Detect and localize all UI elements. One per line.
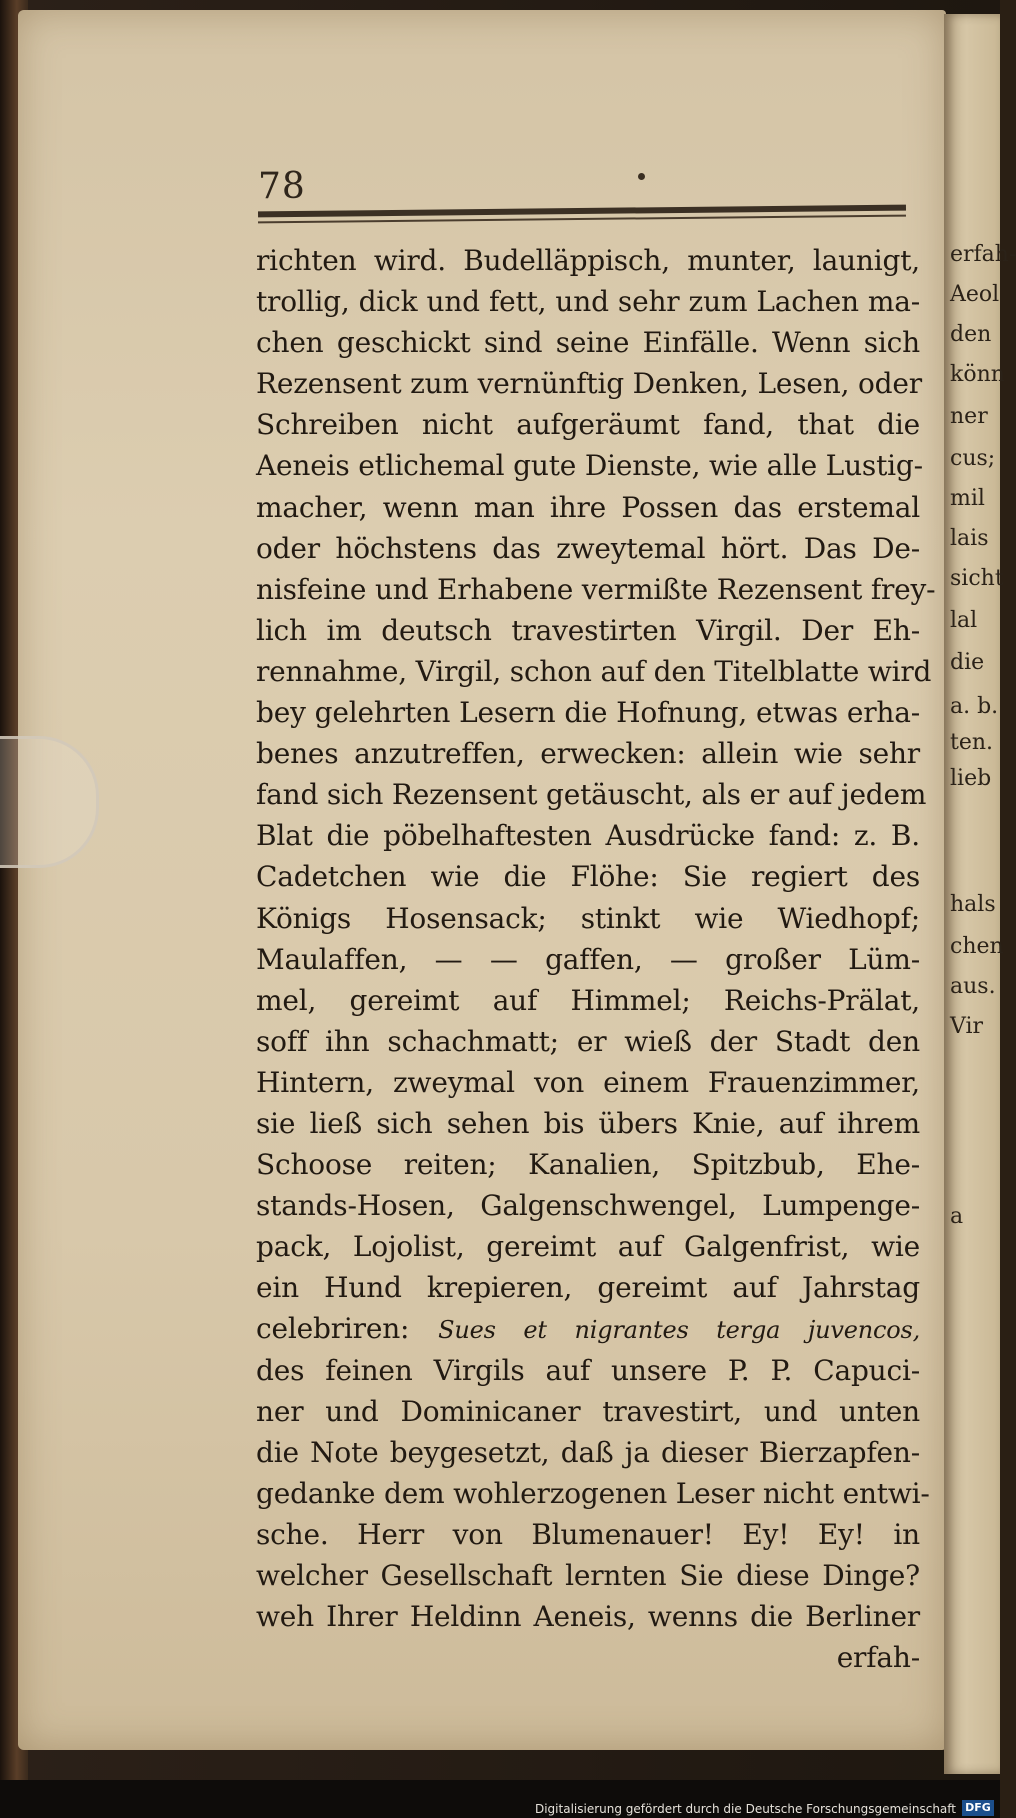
next-page-fragment: lais: [950, 526, 989, 551]
ink-dot: [638, 173, 645, 180]
next-page-fragment: a. b.: [950, 694, 999, 719]
text-line: Aeneis etlichemal gute Dienste, wie alle Lustig-: [256, 449, 923, 483]
text-line: die Note beygesetzt, daß ja dieser Bierzapfen-: [256, 1435, 920, 1469]
text-line: richten wird. Budelläppisch, munter, launigt,: [256, 244, 920, 277]
text-line: Königs Hosensack; stinkt wie Wiedhopf;: [256, 901, 920, 935]
text-line: chen geschickt sind seine Einfälle. Wenn sich: [256, 326, 920, 360]
text-line: rennahme, Virgil, schon auf den Titelblatte wird: [256, 654, 932, 688]
next-page-fragment: sicht: [950, 566, 1004, 591]
text-line: bey gelehrten Lesern die Hofnung, etwas erha-: [256, 696, 920, 730]
text-line: lich im deutsch travestirten Virgil. Der Eh-: [256, 613, 920, 647]
text-line: nisfeine und Erhabene vermißte Rezensent frey-: [256, 572, 936, 606]
text-line: des feinen Virgils auf unsere P. P. Capuci-: [256, 1353, 920, 1387]
text-line: ein Hund krepieren, gereimt auf Jahrstag: [256, 1271, 920, 1305]
next-page-fragment: hals: [950, 892, 996, 917]
text-line: oder höchstens das zweytemal hört. Das De-: [256, 531, 920, 565]
text-line-with-quote: [256, 1308, 920, 1349]
text-line: sche. Herr von Blumenauer! Ey! Ey! in: [256, 1517, 920, 1551]
text-line: fand sich Rezensent getäuscht, als er auf jedem: [256, 778, 927, 812]
text-fragment: celebriren:: [256, 1312, 410, 1346]
next-page-fragment: cus;: [950, 446, 996, 471]
next-page-fragment: mil: [950, 486, 985, 511]
next-page-fragment: aus.: [950, 974, 996, 999]
text-line: Cadetchen wie die Flöhe: Sie regiert des: [256, 860, 920, 894]
text-line: pack, Lojolist, gereimt auf Galgenfrist, wie: [256, 1230, 920, 1264]
next-page-fragment: den: [950, 322, 992, 347]
text-line: welcher Gesellschaft lernten Sie diese Dinge?: [256, 1559, 920, 1592]
text-line: Hintern, zweymal von einem Frauenzimmer,: [256, 1065, 920, 1099]
dfg-logo: DFG: [962, 1800, 994, 1816]
text-line: Blat die pöbelhaftesten Ausdrücke fand: z. B.: [256, 819, 920, 853]
text-line: ner und Dominicaner travestirt, und unten: [256, 1394, 920, 1428]
text-line: trollig, dick und fett, und sehr zum Lachen ma-: [256, 285, 920, 319]
next-page-fragment: könn: [950, 362, 1005, 387]
text-line: Rezensent zum vernünftig Denken, Lesen, oder: [256, 367, 922, 401]
text-line: Schoose reiten; Kanalien, Spitzbub, Ehe-: [256, 1148, 920, 1182]
next-page-fragment: a: [950, 1204, 964, 1229]
next-page-fragment: die: [950, 650, 985, 675]
body-text: [256, 240, 936, 1678]
page-number: 78: [258, 166, 306, 207]
next-page-fragment: Aeol: [950, 282, 1000, 307]
text-line: stands-Hosen, Galgenschwengel, Lumpenge-: [256, 1189, 920, 1223]
text-line: Schreiben nicht aufgeräumt fand, that die: [256, 408, 920, 442]
next-page-fragment: chen: [950, 934, 1004, 959]
latin-quote: Sues et nigrantes terga juvencos,: [438, 1316, 920, 1345]
next-page-fragment: lal: [950, 608, 978, 633]
text-line: Maulaffen, — — gaffen, — großer Lüm-: [256, 942, 920, 976]
text-line: benes anzutreffen, erwecken: allein wie sehr: [256, 737, 920, 771]
next-page-fragment: Vir: [950, 1014, 984, 1039]
catchword: erfah-: [836, 1641, 920, 1675]
next-page-fragment: lieb: [950, 766, 992, 791]
next-page-edge: [944, 14, 1016, 1774]
next-page-fragment: ner: [950, 404, 988, 429]
text-line: gedanke dem wohlerzogenen Leser nicht entwi-: [256, 1476, 930, 1510]
text-line: weh Ihrer Heldinn Aeneis, wenns die Berliner: [256, 1600, 920, 1634]
next-page-fragment: erfah-: [950, 242, 1016, 267]
next-page-fragment: ten.: [950, 730, 994, 755]
text-line: macher, wenn man ihre Possen das erstemal: [256, 490, 920, 524]
text-line: sie ließ sich sehen bis übers Knie, auf ihrem: [256, 1106, 920, 1140]
text-line: soff ihn schachmatt; er wieß der Stadt den: [256, 1024, 920, 1058]
footer-credit: Digitalisierung gefördert durch die Deutsche Forschungsgemeinschaft: [534, 1802, 956, 1816]
text-line: mel, gereimt auf Himmel; Reichs-Prälat,: [256, 983, 920, 1017]
